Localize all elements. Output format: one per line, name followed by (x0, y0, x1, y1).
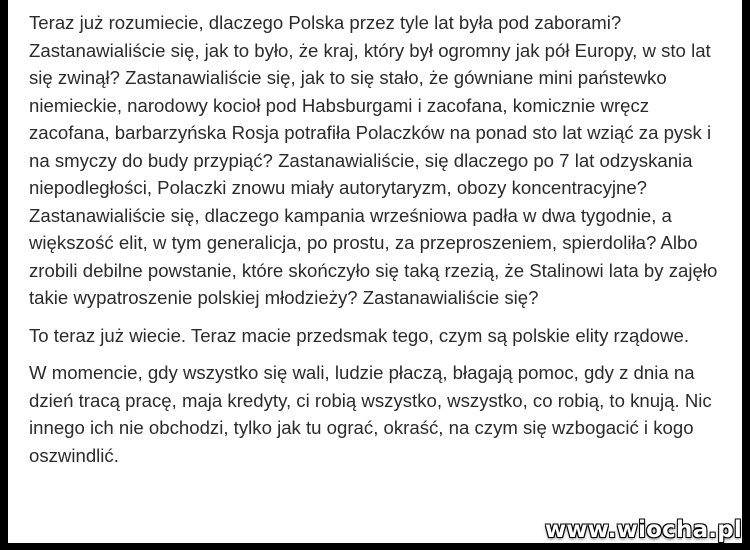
post-paragraph-1: Teraz już rozumiecie, dlaczego Polska przez tyle lat była pod zaborami? Zastanawialiście się, jak to było, że kraj, który był ogromny jak pół Europy, w sto lat się zwinął? Zastanawialiście się, jak to się stało, że gówniane mini państewko niemieckie, narodowy kocioł pod Habsburgami i zacofana, komicznie wręcz zacofana, barbarzyńska Rosja potrafiła Polaczków na ponad sto lat wziąć za pysk i na smyczy do budy przypiąć? Zastanawialiście, się dlaczego po 7 lat odzyskania niepodległości, Polaczki znowu miały autorytaryzm, obozy koncentracyjne? Zastanawialiście się, dlaczego kampania wrześniowa padła w dwa tygodnie, a większość elit, w tym generalicja, po prostu, za przeproszeniem, spierdoliła? Albo zrobili debilne powstanie, które skończyło się taką rzezią, że Stalinowi lata by zajęło takie wypatroszenie polskiej młodzieży? Zastanawialiście się? (29, 12, 718, 308)
post-paragraph-3: W momencie, gdy wszystko się wali, ludzie płaczą, błagają pomoc, gdy z dnia na dzień tracą pracę, maja kredyty, ci robią wszystko, wszystko, co robią, to knują. Nic innego ich nie obchodzi, tylko jak tu ograć, okraść, na czym się wzbogacić i kogo oszwindlić. (29, 362, 712, 466)
site-watermark: www.wiocha.pl (544, 517, 742, 543)
post-card (8, 0, 742, 543)
post-paragraph-2: To teraz już wiecie. Teraz macie przedsmak tego, czym są polskie elity rządowe. (29, 324, 689, 346)
